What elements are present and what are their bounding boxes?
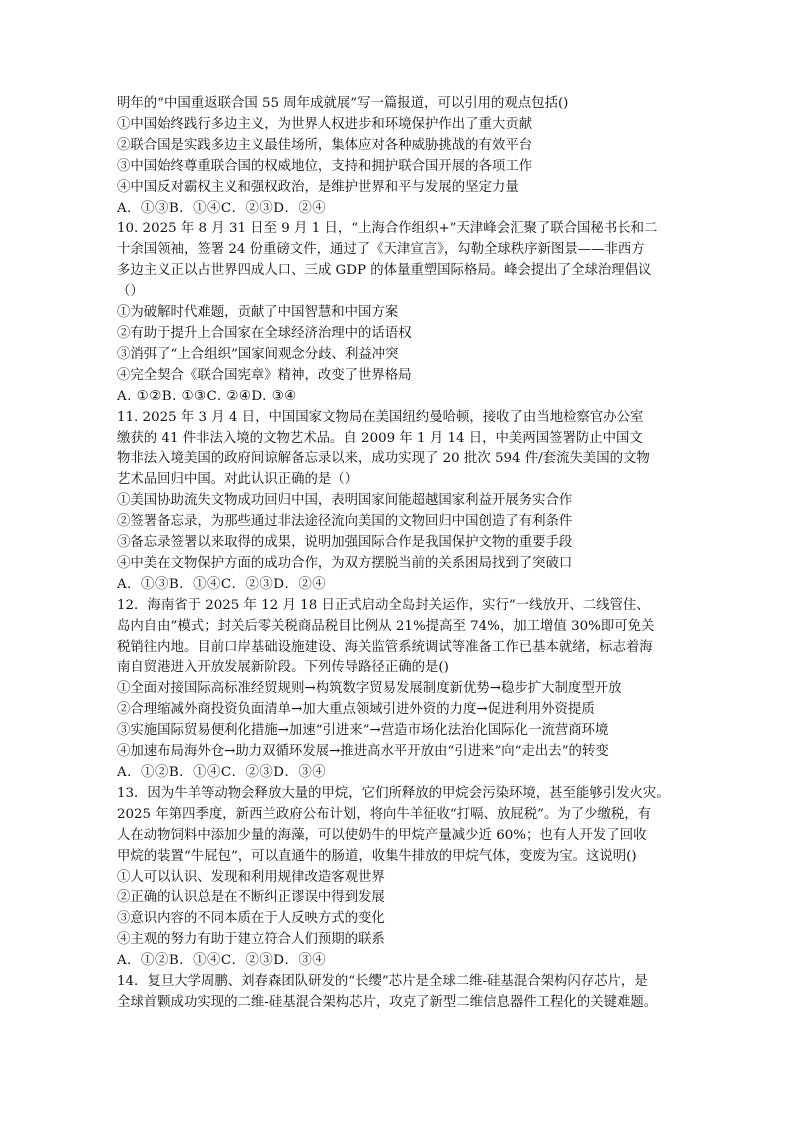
- answer-choices: A．①③B．①④C．②③D．②④: [117, 576, 327, 592]
- option-statement: ①美国协助流失文物成功回归中国，表明国家间能超越国家利益开展务实合作: [117, 493, 573, 509]
- answer-choices: A．①②B．①④C．②③D．③④: [117, 765, 327, 780]
- option-statement: ④完全契合《联合国宪章》精神，改变了世界格局: [117, 367, 412, 383]
- option-statement: ①为破解时代难题，贡献了中国智慧和中国方案: [117, 305, 399, 321]
- answer-choices: A. ①②B. ①③C. ②④D. ③④: [117, 388, 297, 404]
- text-line: 物非法入境美国的政府间谅解备忘录以来，成功实现了 20 批次 594 件/套流失美国的文物: [117, 451, 650, 467]
- text-line: 十余国领袖，签署 24 份重磅文件，通过了《天津宣言》，勾勒全球秩序新图景——非西方: [117, 242, 645, 258]
- text-line: 甲烷的装置“牛屁包”，可以直通牛的肠道，收集牛排放的甲烷气体，变废为宝。这说明(): [117, 848, 637, 864]
- text-line: 税销往内地。目前口岸基础设施建设、海关监管系统调试等准备工作已基本就绪，标志着海: [117, 639, 653, 655]
- question-13-stem: 13．因为牛羊等动物会释放大量的甲烷，它们所释放的甲烷会污染环境，甚至能够引发火灾。: [117, 785, 670, 801]
- option-statement: ③消弭了“上合组织”国家间观念分歧、利益冲突: [117, 346, 399, 362]
- option-statement: ②签署备忘录，为那些通过非法途径流向美国的文物回归中国创造了有利条件: [117, 514, 573, 530]
- option-statement: ③中国始终尊重联合国的权威地位，支持和拥护联合国开展的各项工作: [117, 158, 533, 174]
- text-line: 明年的“中国重返联合国 55 周年成就展”写一篇报道，可以引用的观点包括(): [117, 96, 569, 111]
- option-statement: ③实施国际贸易便利化措施→加速“引进来”→营造市场化法治化国际化一流营商环境: [117, 723, 609, 739]
- option-statement: ④中国反对霸权主义和强权政治，是维护世界和平与发展的坚定力量: [117, 179, 519, 195]
- question-10-stem: 10. 2025 年 8 月 31 日至 9 月 1 日，“上海合作组织+”天津峰会汇聚了联合国秘书长和二: [117, 221, 658, 237]
- text-line: 南自贸港进入开放发展新阶段。下列传导路径正确的是(): [117, 660, 449, 676]
- question-12-stem: 12．海南省于 2025 年 12 月 18 日正式启动全岛封关运作，实行“一线放开、二线管住、: [117, 597, 650, 613]
- answer-choices: A．①②B．①④C．②③D．③④: [117, 953, 327, 969]
- option-statement: ②正确的认识总是在不断纠正谬误中得到发展: [117, 890, 385, 906]
- option-statement: ①全面对接国际高标准经贸规则→构筑数字贸易发展制度新优势→稳步扩大制度型开放: [117, 681, 622, 697]
- text-line: 2025 年第四季度，新西兰政府公布计划，将向牛羊征收“打嗝、放屁税”。为了少缴税，有: [117, 806, 652, 822]
- text-line: （）: [117, 284, 144, 300]
- question-text: [117, 94, 682, 1014]
- option-statement: ②有助于提升上合国家在全球经济治理中的话语权: [117, 325, 412, 341]
- text-line: 岛内自由”模式；封关后零关税商品税目比例从 21%提高至 74%，加工增值 30%即可免关: [117, 618, 655, 634]
- option-statement: ③备忘录签署以来取得的成果，说明加强国际合作是我国保护文物的重要手段: [117, 535, 573, 551]
- text-line: 艺术品回归中国。对此认识正确的是（）: [117, 472, 359, 488]
- option-statement: ④中美在文物保护方面的成功合作，为双方摆脱当前的关系困局找到了突破口: [117, 555, 573, 571]
- text-line: 多边主义正以占世界四成人口、三成 GDP 的体量重塑国际格局。峰会提出了全球治理倡议: [117, 263, 652, 279]
- option-statement: ④主观的努力有助于建立符合人们预期的联系: [117, 932, 385, 948]
- option-statement: ①人可以认识、发现和利用规律改造客观世界: [117, 869, 385, 885]
- question-11-stem: 11. 2025 年 3 月 4 日，中国国家文物局在美国纽约曼哈顿，接收了由当地检察官办公室: [117, 409, 644, 425]
- text-line: 人在动物饲料中添加少量的海藻，可以使奶牛的甲烷产量减少近 60%；也有人开发了回收: [117, 827, 647, 843]
- option-statement: ②联合国是实践多边主义最佳场所，集体应对各种威胁挑战的有效平台: [117, 137, 533, 153]
- text-line: 缴获的 41 件非法入境的文物艺术品。自 2009 年 1 月 14 日，中美两国签署防止中国文: [117, 430, 643, 446]
- option-statement: ④加速布局海外仓→助力双循环发展→推进高水平开放由“引进来”向“走出去”的转变: [117, 744, 609, 760]
- text-line: 全球首颗成功实现的二维-硅基混合架构芯片，攻克了新型二维信息器件工程化的关键难题。: [117, 994, 658, 1010]
- answer-choices: A．①③B．①④C．②③D．②④: [117, 200, 327, 216]
- question-14-stem: 14．复旦大学周鹏、刘春森团队研发的“长缨”芯片是全球二维-硅基混合架构闪存芯片，是: [117, 974, 648, 990]
- option-statement: ①中国始终践行多边主义，为世界人权进步和环境保护作出了重大贡献: [117, 116, 533, 132]
- option-statement: ②合理缩减外商投资负面清单→加大重点领域引进外资的力度→促进利用外资提质: [117, 702, 595, 718]
- option-statement: ③意识内容的不同本质在于人反映方式的变化: [117, 911, 385, 927]
